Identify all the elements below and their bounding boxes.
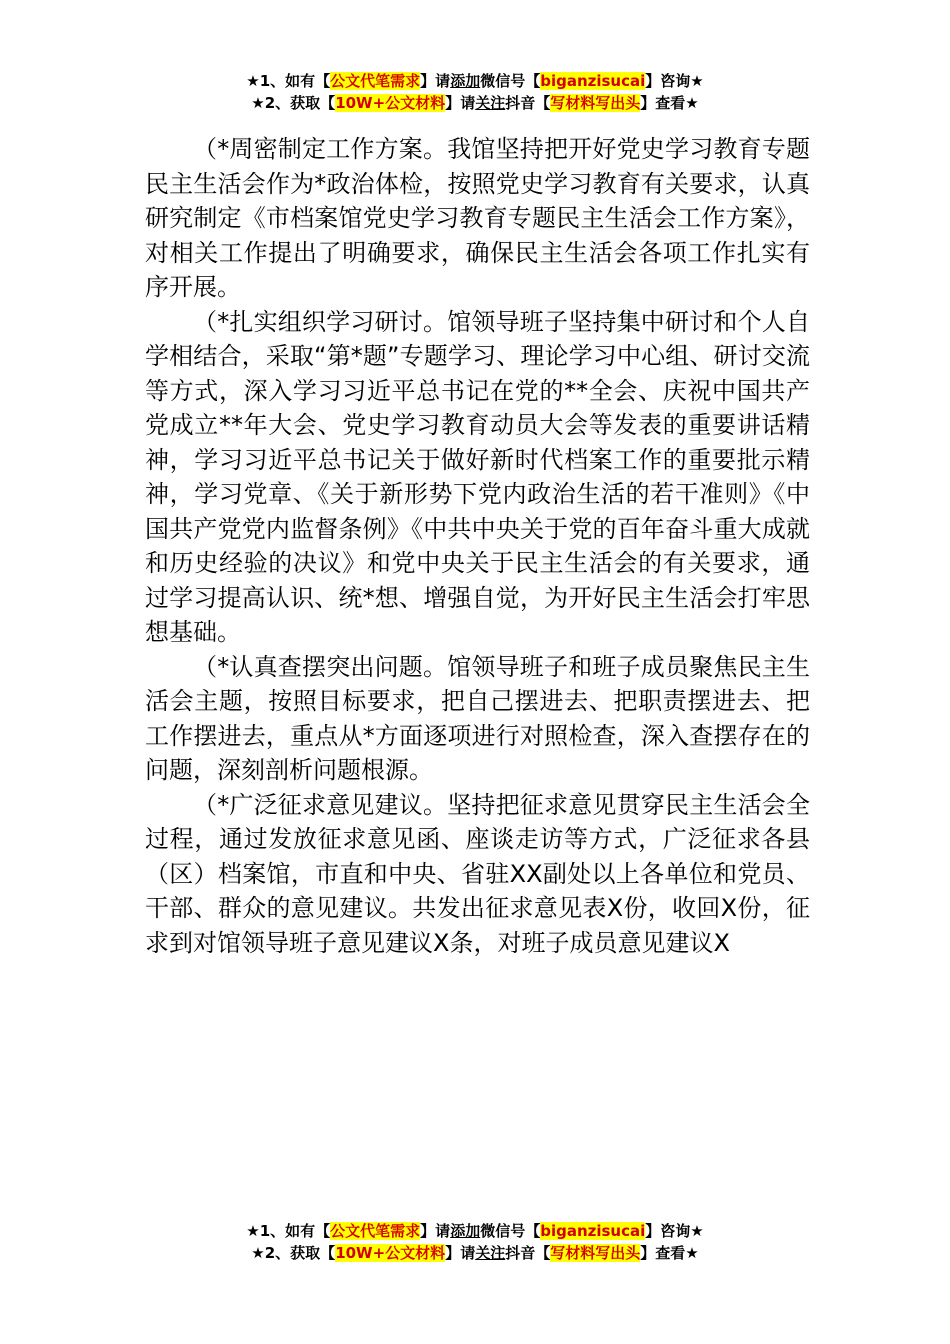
banner-underline: 添加	[450, 1222, 481, 1240]
paragraph: （*扎实组织学习研讨。馆领导班子坚持集中研讨和个人自学相结合，采取“第*题”专题学习、理论学习中心组、研讨交流等方式，深入学习习近平总书记在党的**全会、庆祝中国共产党成立**年大会、党史学习教育动员大会等发表的重要讲话精神，学习习近平总书记关于做好新时代档案工作的重要批示精神，学习党章、《关于新形势下党内政治生活的若干准则》《中国共产党党内监督条例》《中共中央关于党的百年奋斗重大成就和历史经验的决议》和党中央关于民主生活会的有关要求，通过学习提高认识、统*想、增强自觉，为开好民主生活会打牢思想基础。	[145, 307, 810, 646]
banner-highlight: 公文代笔需求	[330, 1222, 421, 1240]
banner-highlight: 写材料写出头	[550, 94, 641, 112]
banner-text: ★2、获取【	[251, 1244, 336, 1262]
banner-highlight: biganzisucai	[540, 1222, 646, 1240]
banner-text: ★2、获取【	[251, 94, 336, 112]
banner-highlight: 10W+公文材料	[335, 94, 446, 112]
banner-highlight: 公文代笔需求	[330, 72, 421, 90]
banner-text: 】请	[420, 72, 451, 90]
banner-line-2	[0, 1242, 950, 1264]
top-banner	[0, 70, 950, 114]
banner-line-1	[0, 70, 950, 92]
paragraph: （*广泛征求意见建议。坚持把征求意见贯穿民主生活会全过程，通过发放征求意见函、座谈走访等方式，广泛征求各县（区）档案馆，市直和中央、省驻XX副处以上各单位和党员、干部、群众的意见建议。共发出征求意见表X份，收回X份，征求到对馆领导班子意见建议X条，对班子成员意见建议X	[145, 790, 810, 957]
banner-underline: 关注	[475, 94, 506, 112]
banner-text: ★1、如有【	[246, 72, 331, 90]
banner-text: 抖音【	[505, 1244, 551, 1262]
banner-text: 】请	[445, 1244, 476, 1262]
banner-line-2	[0, 92, 950, 114]
banner-underline: 关注	[475, 1244, 506, 1262]
banner-text: 】咨询★	[645, 1222, 704, 1240]
banner-text: 微信号【	[480, 1222, 541, 1240]
banner-highlight: biganzisucai	[540, 72, 646, 90]
banner-highlight: 10W+公文材料	[335, 1244, 446, 1262]
banner-text: ★1、如有【	[246, 1222, 331, 1240]
banner-text: 】查看★	[640, 94, 699, 112]
banner-text: 】请	[420, 1222, 451, 1240]
banner-text: 抖音【	[505, 94, 551, 112]
paragraph: （*认真查摆突出问题。馆领导班子和班子成员聚焦民主生活会主题，按照目标要求，把自己摆进去、把职责摆进去、把工作摆进去，重点从*方面逐项进行对照检查，深入查摆存在的问题，深刻剖析问题根源。	[145, 652, 810, 784]
banner-line-1	[0, 1220, 950, 1242]
banner-text: 】咨询★	[645, 72, 704, 90]
banner-underline: 添加	[450, 72, 481, 90]
bottom-banner	[0, 1220, 950, 1264]
document-body	[145, 132, 810, 960]
banner-highlight: 写材料写出头	[550, 1244, 641, 1262]
paragraph: （*周密制定工作方案。我馆坚持把开好党史学习教育专题民主生活会作为*政治体检，按照党史学习教育有关要求，认真研究制定《市档案馆党史学习教育专题民主生活会工作方案》，对相关工作提出了明确要求，确保民主生活会各项工作扎实有序开展。	[145, 135, 810, 301]
banner-text: 】查看★	[640, 1244, 699, 1262]
banner-text: 微信号【	[480, 72, 541, 90]
banner-text: 】请	[445, 94, 476, 112]
